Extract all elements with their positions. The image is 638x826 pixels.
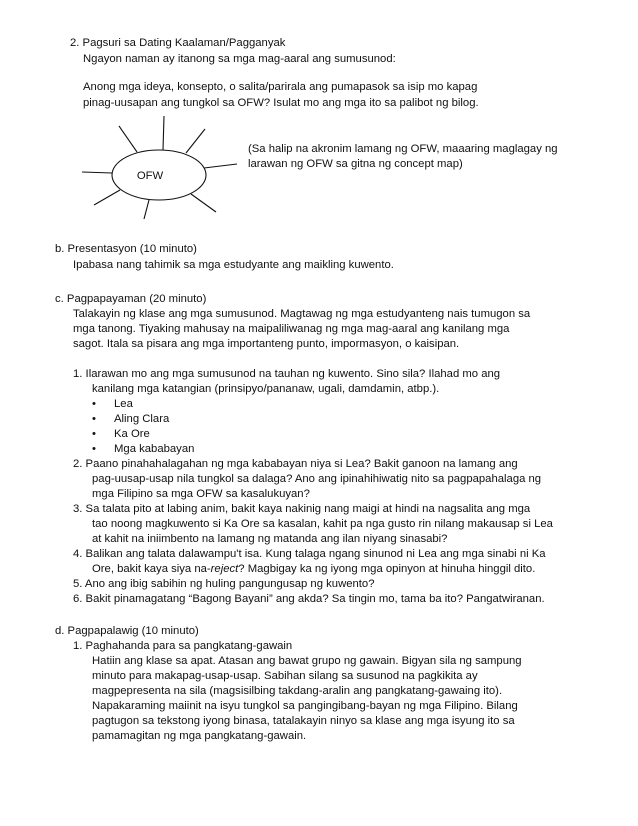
question-2-line: mga Filipino sa mga OFW sa kasalukuyan? xyxy=(92,488,310,500)
concept-map-note-line: larawan ng OFW sa gitna ng concept map) xyxy=(248,158,463,170)
section-d-item-1-line: pamamagitan ng mga pangkatang-gawain. xyxy=(92,730,307,742)
section-d-item-1-title: 1. Paghahanda para sa pangkatang-gawain xyxy=(73,640,293,652)
question-2-line: pag-uusap-usap nila tungkol sa dalaga? Ano ang ipinahihiwatig nito sa pagpapahalaga ng xyxy=(92,473,542,485)
section-d-item-1-line: Napakaraming maiinit na isyu tungkol sa pangingibang-bayan ng mga Filipino. Bilang xyxy=(92,700,518,712)
concept-map-rays xyxy=(82,116,237,219)
section-d-item-1-line: pagtugon sa tekstong iyong binasa, tatalakayin ninyo sa klase ang mga isyung ito sa xyxy=(92,715,515,727)
section-b-heading: b. Presentasyon (10 minuto) xyxy=(55,243,197,255)
section-b-text: Ipabasa nang tahimik sa mga estudyante ang maikling kuwento. xyxy=(73,259,394,271)
question-3-line: 3. Sa talata pito at labing anim, bakit kaya nakinig nang maigi at hindi na nagsalita ang mga xyxy=(73,503,531,515)
question-1-line: kanilang mga katangian (prinsipyo/pananaw, ugali, damdamin, atbp.). xyxy=(92,383,440,395)
bullet-point: • xyxy=(92,398,96,410)
question-1-line: 1. Ilarawan mo ang mga sumusunod na tauhan ng kuwento. Sino sila? Ilahad mo ang xyxy=(73,368,501,380)
character-mga-kababayan: Mga kababayan xyxy=(114,443,195,455)
question-4-italic-word: reject xyxy=(210,563,239,575)
section-2-instruction: Ngayon naman ay itanong sa mga mag-aaral ang sumusunod: xyxy=(83,53,396,65)
section-d-heading: d. Pagpapalawig (10 minuto) xyxy=(55,625,199,637)
section-c-intro-line: sagot. Itala sa pisara ang mga importanteng punto, impormasyon, o kaisipan. xyxy=(73,338,460,350)
section-d-item-1-line: Hatiin ang klase sa apat. Atasan ang bawat grupo ng gawain. Bigyan sila ng sampung xyxy=(92,655,522,667)
question-4-line: 4. Balikan ang talata dalawampu't isa. Kung talaga ngang sinunod ni Lea ang mga sinabi ni Ka xyxy=(73,548,546,560)
section-2-question-line: Anong mga ideya, konsepto, o salita/parirala ang pumapasok sa isip mo kapag xyxy=(83,81,478,93)
question-4-line xyxy=(92,562,535,576)
section-c-intro-line: mga tanong. Tiyaking mahusay na maipaliliwanag ng mga mag-aaral ang kanilang mga xyxy=(73,323,510,335)
question-6: 6. Bakit pinamagatang “Bagong Bayani” ang akda? Sa tingin mo, tama ba ito? Pangatwiranan. xyxy=(73,593,545,605)
section-c-intro-line: Talakayin ng klase ang mga sumusunod. Magtawag ng mga estudyanteng nais tumugon sa xyxy=(73,308,531,320)
question-3-line: at kahit na iniimbento na lamang ng matanda ang ilan niyang sinasabi? xyxy=(92,533,448,545)
character-ka-ore: Ka Ore xyxy=(114,428,150,440)
concept-map-label: OFW xyxy=(136,170,164,182)
question-4-text: ? Magbigay ka ng iyong mga opinyon at hinuha hinggil dito. xyxy=(238,563,536,575)
bullet-point: • xyxy=(92,413,96,425)
question-5: 5. Ano ang ibig sabihin ng huling pangungusap ng kuwento? xyxy=(73,578,375,590)
question-2-line: 2. Paano pinahahalagahan ng mga kababayan niya si Lea? Bakit ganoon na lamang ang xyxy=(73,458,518,470)
section-2-heading: 2. Pagsuri sa Dating Kaalaman/Pagganyak xyxy=(70,37,286,49)
question-4-text: Ore, bakit kaya siya na- xyxy=(92,563,211,575)
question-3-line: tao noong magkuwento si Ka Ore sa kasalan, kahit pa nga gusto rin nilang makausap si Lea xyxy=(92,518,553,530)
section-d-item-1-line: minuto para makapag-usap-usap. Sabihan silang sa susunod na pagkikita ay xyxy=(92,670,478,682)
character-lea: Lea xyxy=(114,398,133,410)
ofw-concept-map xyxy=(82,112,242,222)
bullet-point: • xyxy=(92,443,96,455)
section-d-item-1-line: magpepresenta na sila (magsisilbing takdang-aralin ang pangkatang-gawaing ito). xyxy=(92,685,503,697)
character-aling-clara: Aling Clara xyxy=(114,413,170,425)
section-2-question-line: pinag-uusapan ang tungkol sa OFW? Isulat mo ang mga ito sa palibot ng bilog. xyxy=(83,97,479,109)
concept-map-note-line: (Sa halip na akronim lamang ng OFW, maaaring maglagay ng xyxy=(248,143,558,155)
bullet-point: • xyxy=(92,428,96,440)
section-c-heading: c. Pagpapayaman (20 minuto) xyxy=(55,293,207,305)
